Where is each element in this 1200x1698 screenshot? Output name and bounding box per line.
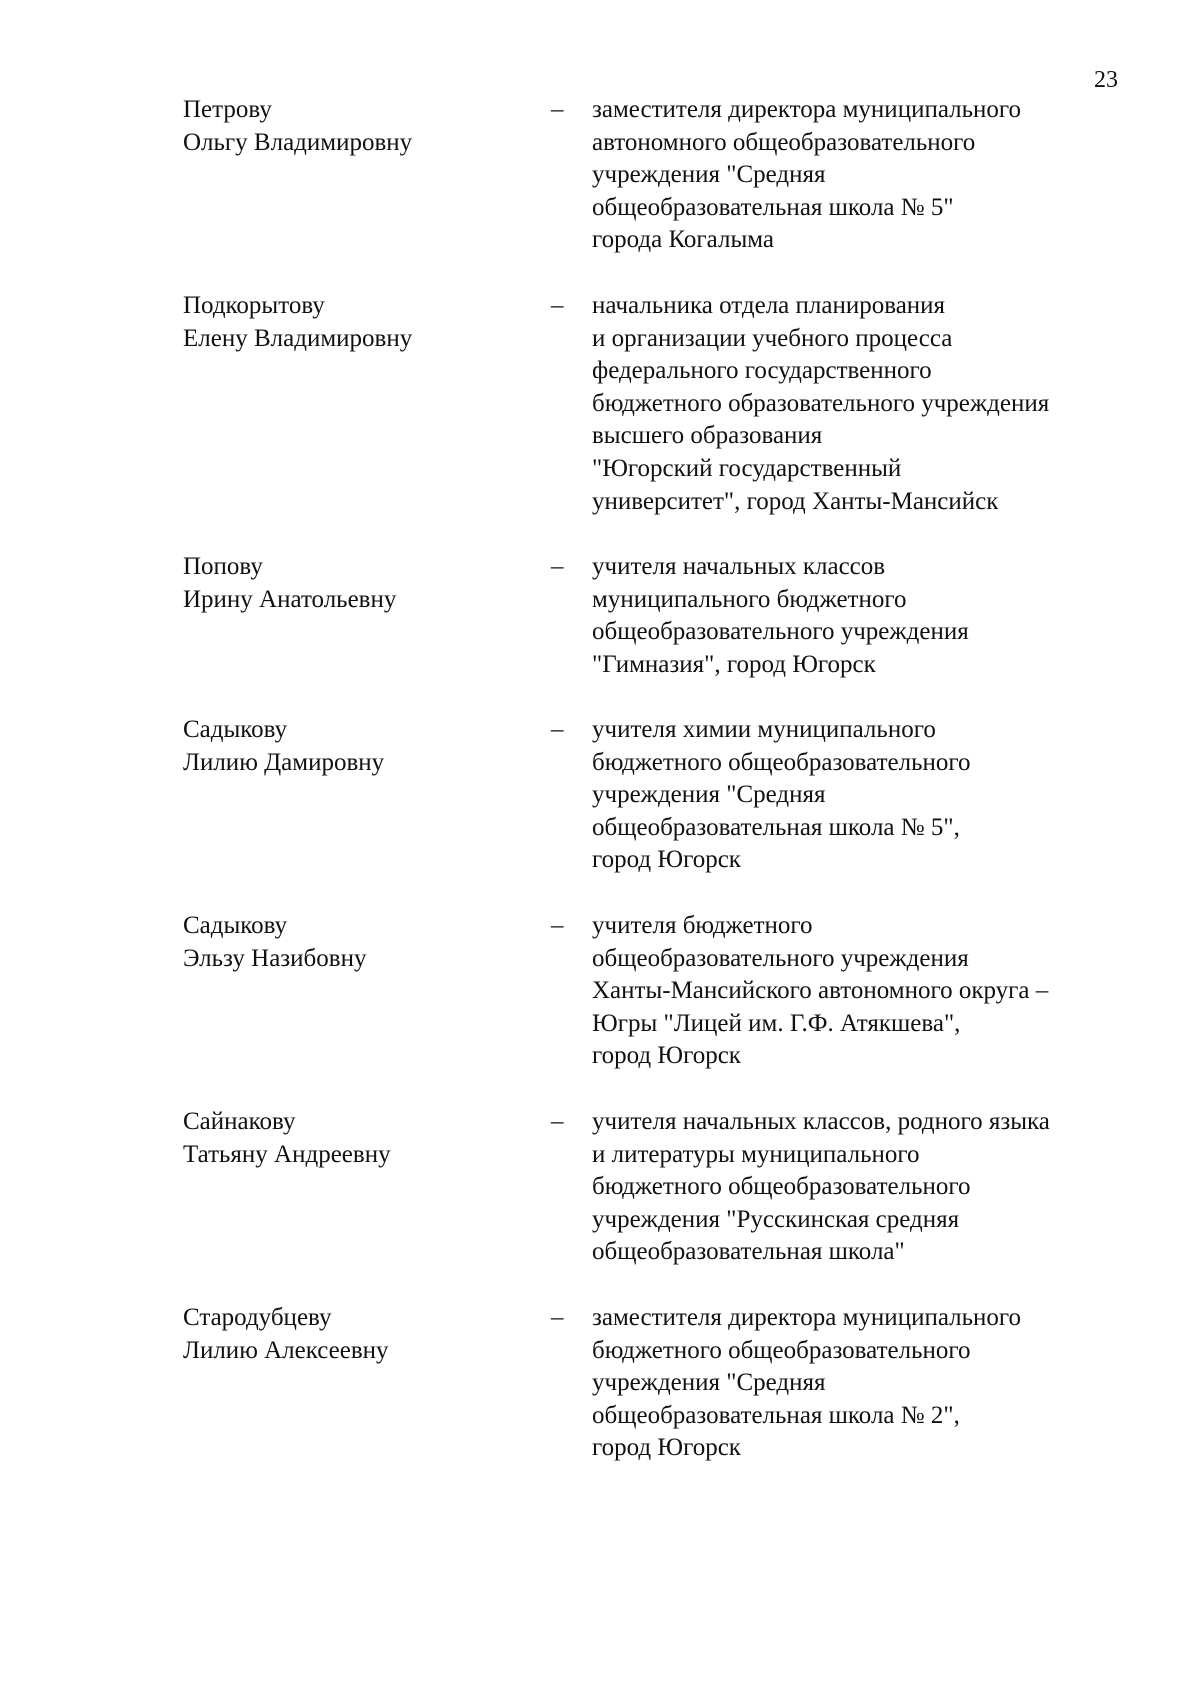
- given-names: Ольгу Владимировну: [183, 128, 413, 156]
- description-line: заместителя директора муниципального: [592, 1304, 1022, 1331]
- description-line: "Гимназия", город Югорск: [592, 650, 876, 678]
- appointee-entry: [0, 551, 1200, 714]
- surname: Садыкову: [183, 912, 288, 939]
- appointee-entry: [0, 910, 1200, 1106]
- surname: Сайнакову: [183, 1108, 296, 1135]
- position-description: [592, 94, 1152, 257]
- person-name: [183, 1106, 523, 1171]
- position-description: [592, 1302, 1152, 1465]
- description-line: высшего образования: [592, 422, 823, 450]
- description-line: учителя начальных классов, родного языка: [592, 1108, 1050, 1135]
- dash-separator: –: [551, 292, 564, 319]
- surname: Садыкову: [183, 716, 288, 743]
- description-line: Югры "Лицей им. Г.Ф. Атякшева",: [592, 1009, 961, 1037]
- dash-separator: –: [551, 716, 564, 743]
- position-description: [592, 714, 1152, 877]
- description-line: федерального государственного: [592, 357, 932, 385]
- description-line: бюджетного общеобразовательного: [592, 1336, 971, 1364]
- description-line: и литературы муниципального: [592, 1140, 920, 1168]
- appointee-entry: [0, 1106, 1200, 1302]
- position-description: [592, 551, 1152, 681]
- appointee-list: [0, 94, 1200, 1498]
- description-line: бюджетного общеобразовательного: [592, 748, 971, 776]
- appointee-entry: [0, 1302, 1200, 1498]
- description-line: бюджетного образовательного учреждения: [592, 389, 1050, 417]
- description-line: города Когалыма: [592, 226, 774, 254]
- appointee-entry: [0, 714, 1200, 910]
- description-line: Ханты-Мансийского автономного округа –: [592, 977, 1049, 1005]
- description-line: "Югорский государственный: [592, 454, 902, 482]
- given-names: Лилию Дамировну: [183, 748, 385, 776]
- person-name: [183, 1302, 523, 1367]
- given-names: Ирину Анатольевну: [183, 585, 397, 613]
- surname: Попову: [183, 553, 263, 580]
- dash-separator: –: [551, 1108, 564, 1135]
- person-name: [183, 910, 523, 975]
- description-line: общеобразовательная школа": [592, 1238, 905, 1266]
- description-line: начальника отдела планирования: [592, 292, 946, 319]
- person-name: [183, 714, 523, 779]
- description-line: город Югорск: [592, 846, 741, 874]
- description-line: заместителя директора муниципального: [592, 96, 1022, 123]
- given-names: Лилию Алексеевну: [183, 1336, 389, 1364]
- description-line: и организации учебного процесса: [592, 324, 953, 352]
- description-line: общеобразовательная школа № 2",: [592, 1401, 960, 1429]
- description-line: учреждения "Средняя: [592, 1369, 826, 1397]
- description-line: университет", город Ханты-Мансийск: [592, 487, 999, 515]
- dash-separator: –: [551, 1304, 564, 1331]
- surname: Подкорытову: [183, 292, 325, 319]
- surname: Петрову: [183, 96, 272, 123]
- description-line: муниципального бюджетного: [592, 585, 907, 613]
- appointee-entry: [0, 290, 1200, 551]
- dash-separator: –: [551, 912, 564, 939]
- position-description: [592, 1106, 1152, 1269]
- given-names: Эльзу Назибовну: [183, 944, 367, 972]
- dash-separator: –: [551, 96, 564, 123]
- person-name: [183, 290, 523, 355]
- description-line: общеобразовательного учреждения: [592, 618, 969, 646]
- position-description: [592, 290, 1152, 518]
- person-name: [183, 551, 523, 616]
- description-line: город Югорск: [592, 1434, 741, 1462]
- description-line: учреждения "Средняя: [592, 781, 826, 809]
- surname: Стародубцеву: [183, 1304, 332, 1331]
- dash-separator: –: [551, 553, 564, 580]
- description-line: общеобразовательная школа № 5": [592, 193, 954, 221]
- description-line: бюджетного общеобразовательного: [592, 1173, 971, 1201]
- appointee-entry: [0, 94, 1200, 290]
- description-line: общеобразовательная школа № 5",: [592, 813, 960, 841]
- given-names: Татьяну Андреевну: [183, 1140, 391, 1168]
- description-line: учреждения "Русскинская средняя: [592, 1205, 960, 1233]
- page-number: 23: [1094, 67, 1118, 93]
- description-line: учителя бюджетного: [592, 912, 813, 939]
- person-name: [183, 94, 523, 159]
- description-line: учителя химии муниципального: [592, 716, 936, 743]
- description-line: город Югорск: [592, 1042, 741, 1070]
- description-line: учителя начальных классов: [592, 553, 886, 580]
- description-line: автономного общеобразовательного: [592, 128, 976, 156]
- given-names: Елену Владимировну: [183, 324, 413, 352]
- description-line: общеобразовательного учреждения: [592, 944, 969, 972]
- description-line: учреждения "Средняя: [592, 161, 826, 189]
- position-description: [592, 910, 1152, 1073]
